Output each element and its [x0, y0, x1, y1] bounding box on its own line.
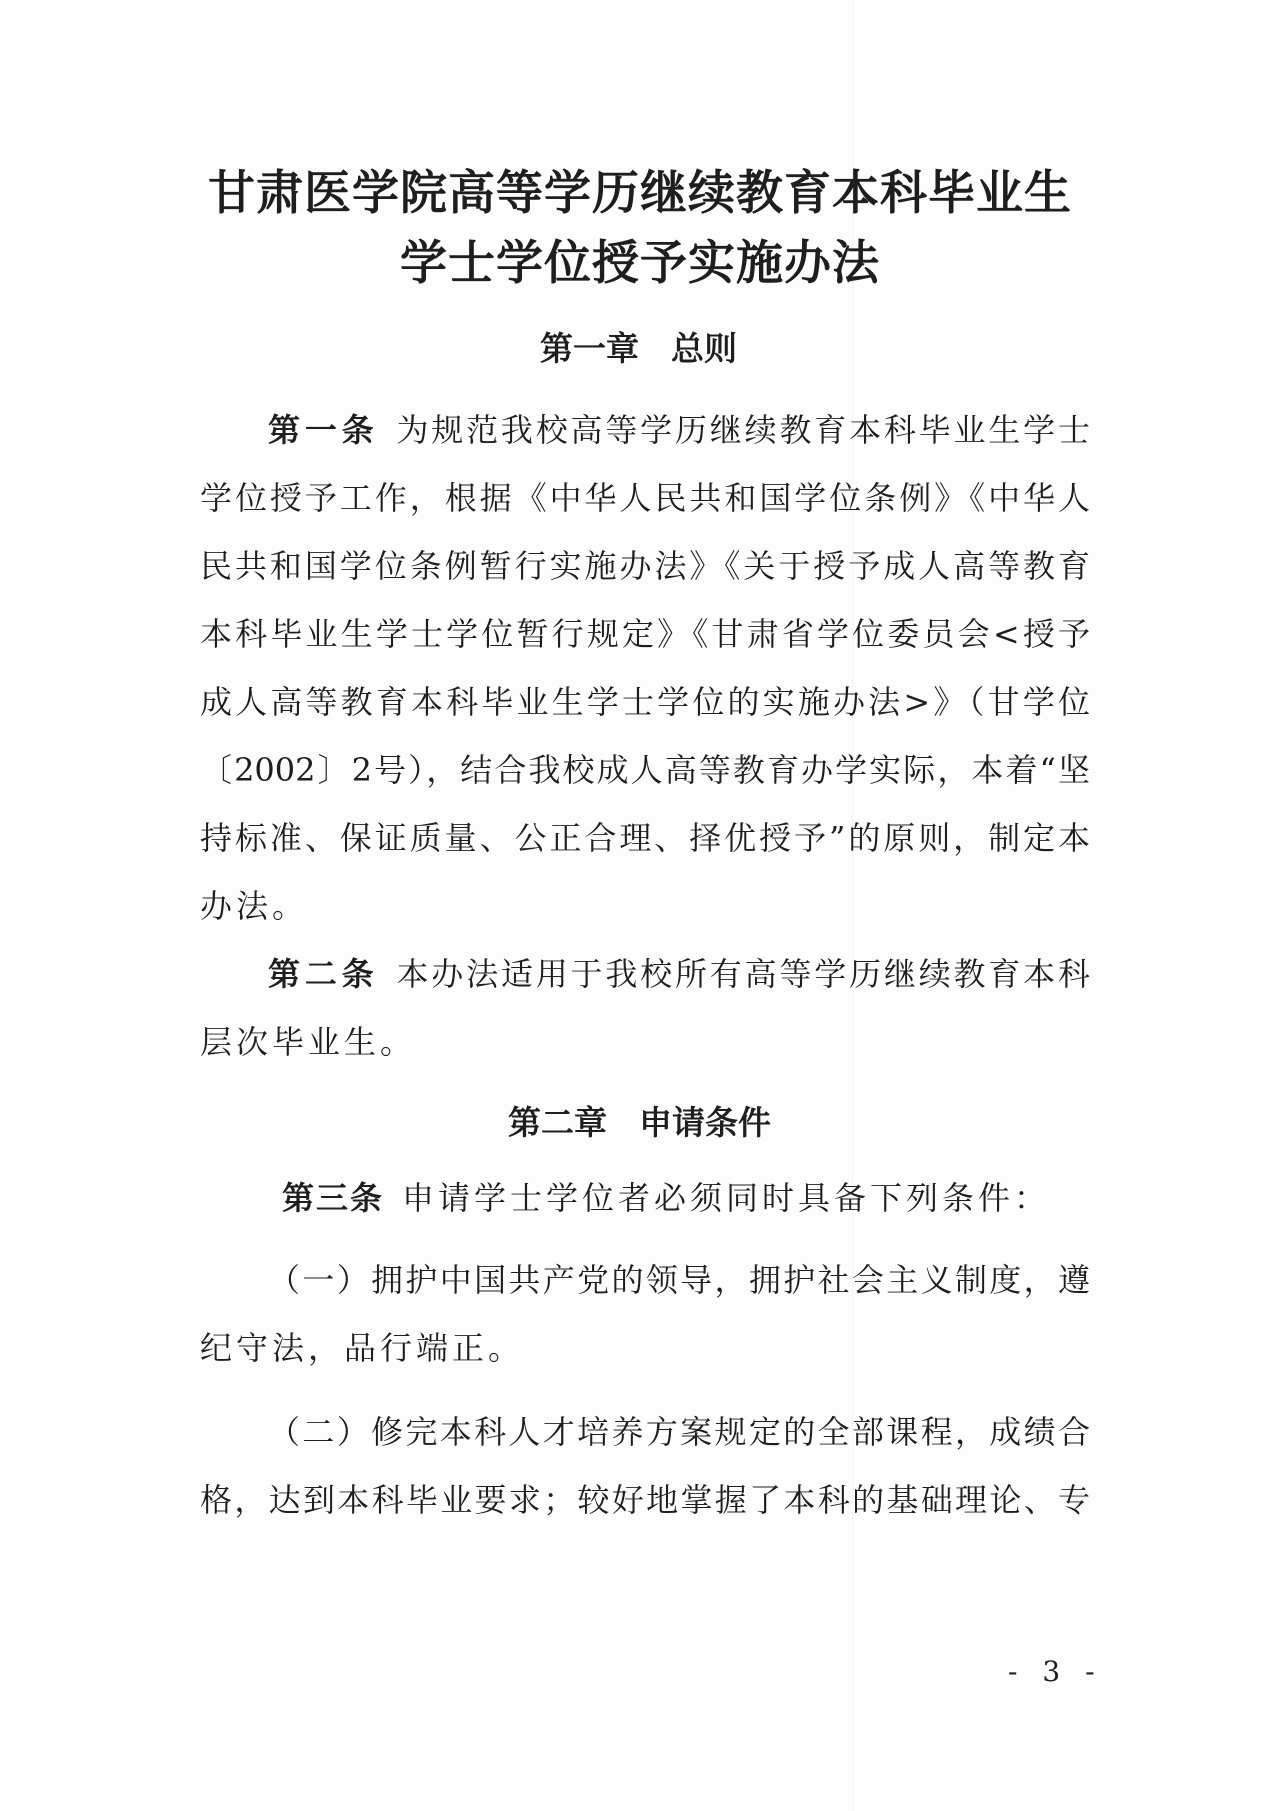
document-title-line-1: 甘肃医学院高等学历继续教育本科毕业生 [208, 166, 1072, 221]
item-1-line-1: （一）拥护中国共产党的领导，拥护社会主义制度，遵 [268, 1261, 1090, 1299]
article-3-label: 第三条 [282, 1179, 385, 1217]
article-2-line-1 [268, 955, 1090, 993]
article-1-line-5: 成人高等教育本科毕业生学士学位的实施办法>》（甘学位 [200, 683, 1090, 721]
chapter-1-name: 总则 [671, 329, 737, 368]
article-2-line-2: 层次毕业生。 [200, 1023, 417, 1061]
chapter-1-number: 第一章 [540, 329, 639, 368]
item-2-line-1: （二）修完本科人才培养方案规定的全部课程，成绩合 [268, 1413, 1090, 1451]
chapter-2-name: 申请条件 [639, 1103, 771, 1142]
article-1-text: 为规范我校高等学历继续教育本科毕业生学士 [396, 411, 1090, 449]
article-1-line-7: 持标准、保证质量、公正合理、择优授予”的原则，制定本 [200, 819, 1090, 857]
article-1-line-6: 〔2002〕2号），结合我校成人高等教育办学实际，本着“坚 [200, 751, 1090, 789]
article-3-text: 申请学士学位者必须同时具备下列条件： [402, 1179, 1051, 1217]
article-1-line-3: 民共和国学位条例暂行实施办法》《关于授予成人高等教育 [200, 547, 1090, 585]
article-1-line-1 [268, 411, 1090, 449]
chapter-1-heading [540, 329, 737, 368]
article-3-line [282, 1179, 1051, 1217]
chapter-2-heading [508, 1103, 771, 1142]
article-1-line-2: 学位授予工作，根据《中华人民共和国学位条例》《中华人 [200, 479, 1090, 517]
item-1-line-2: 纪守法，品行端正。 [200, 1329, 525, 1367]
article-2-text: 本办法适用于我校所有高等学历继续教育本科 [396, 955, 1090, 993]
article-1-line-4: 本科毕业生学士学位暂行规定》《甘肃省学位委员会<授予 [200, 615, 1090, 653]
article-1-label: 第一条 [268, 411, 379, 449]
chapter-2-number: 第二章 [508, 1103, 607, 1142]
article-1-line-8: 办法。 [200, 887, 309, 925]
item-2-line-2: 格，达到本科毕业要求；较好地掌握了本科的基础理论、专 [200, 1481, 1090, 1519]
document-title-line-2: 学士学位授予实施办法 [400, 236, 880, 291]
article-2-label: 第二条 [268, 955, 379, 993]
page-number: - 3 - [1008, 1655, 1103, 1688]
